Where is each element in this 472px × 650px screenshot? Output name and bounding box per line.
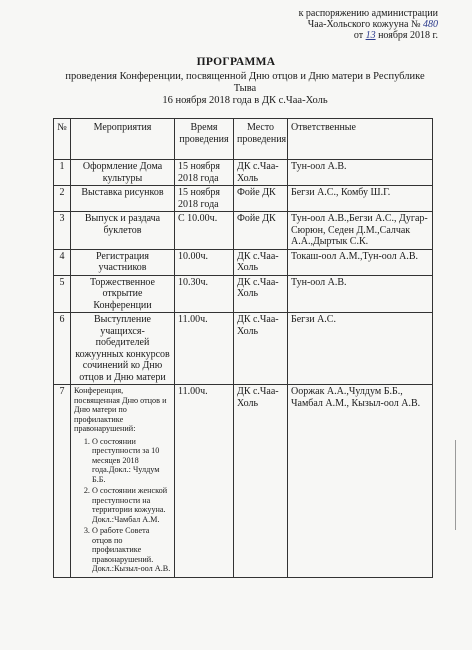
conference-intro: Конференция, посвященная Дню отцов и Дню матери по профилактике правонарушений: bbox=[74, 386, 167, 433]
row-event: Регистрация участников bbox=[71, 249, 175, 275]
row-event: Оформление Дома культуры bbox=[71, 160, 175, 186]
row-responsible: Бегзи А.С., Комбу Ш.Г. bbox=[288, 186, 433, 212]
row-num: 7 bbox=[54, 385, 71, 578]
row-responsible: Бегзи А.С. bbox=[288, 313, 433, 385]
row-event: Выпуск и раздача буклетов bbox=[71, 212, 175, 250]
table-row bbox=[54, 313, 433, 385]
row-place: ДК с.Чаа-Холь bbox=[234, 275, 288, 313]
row-time: С 10.00ч. bbox=[175, 212, 234, 250]
header-time: Время проведения bbox=[175, 119, 234, 160]
approval-order-number: 480 bbox=[423, 19, 438, 30]
table-row bbox=[54, 385, 433, 578]
subtitle-line-3: 16 ноября 2018 года в ДК с.Чаа-Холь bbox=[162, 95, 328, 106]
row-place: ДК с.Чаа-Холь bbox=[234, 249, 288, 275]
row-time: 10.00ч. bbox=[175, 249, 234, 275]
row-time: 15 ноября 2018 года bbox=[175, 160, 234, 186]
row-place: ДК с.Чаа-Холь bbox=[234, 385, 288, 578]
approval-date-from: от bbox=[353, 30, 364, 41]
header-responsible: Ответственные bbox=[288, 119, 433, 160]
row-responsible: Ооржак А.А.,Чулдум Б.Б., Чамбал А.М., Кызыл-оол А.В. bbox=[288, 385, 433, 578]
approval-date-day: 13 bbox=[365, 30, 376, 41]
table-row bbox=[54, 275, 433, 313]
table-header-row bbox=[54, 119, 433, 160]
approval-line-1: к распоряжению администрации bbox=[298, 8, 438, 19]
row-event: Выставка рисунков bbox=[71, 186, 175, 212]
document-subtitle bbox=[40, 71, 450, 107]
row-place: Фойе ДК bbox=[234, 186, 288, 212]
table-row bbox=[54, 186, 433, 212]
row-num: 2 bbox=[54, 186, 71, 212]
header-event: Мероприятия bbox=[71, 119, 175, 160]
row-event-conference bbox=[71, 385, 175, 578]
approval-order-label: Чаа-Хольского кожууна № bbox=[307, 19, 421, 30]
program-table bbox=[53, 118, 433, 578]
subtitle-line-1: проведения Конференции, посвященной Дню отцов и Дню матери в Республике bbox=[65, 71, 425, 82]
row-responsible: Тун-оол А.В. bbox=[288, 160, 433, 186]
row-time: 11.00ч. bbox=[175, 313, 234, 385]
header-place: Место проведения bbox=[234, 119, 288, 160]
row-place: Фойе ДК bbox=[234, 212, 288, 250]
row-place: ДК с.Чаа-Холь bbox=[234, 313, 288, 385]
row-num: 3 bbox=[54, 212, 71, 250]
row-time: 15 ноября 2018 года bbox=[175, 186, 234, 212]
document-title: ПРОГРАММА bbox=[196, 56, 276, 68]
row-event: Торжественное открытие Конференции bbox=[71, 275, 175, 313]
approval-line-2 bbox=[299, 19, 438, 30]
header-num: № bbox=[54, 119, 71, 160]
row-num: 6 bbox=[54, 313, 71, 385]
approval-header bbox=[299, 8, 438, 41]
conference-reports-list bbox=[74, 437, 171, 574]
table-row bbox=[54, 212, 433, 250]
row-responsible: Тун-оол А.В. bbox=[288, 275, 433, 313]
scan-edge-mark bbox=[455, 440, 456, 530]
row-num: 1 bbox=[54, 160, 71, 186]
row-num: 5 bbox=[54, 275, 71, 313]
list-item: 2. О состоянии женской преступности на территории кожууна. Докл.:Чамбал А.М. bbox=[92, 486, 171, 524]
row-place: ДК с.Чаа-Холь bbox=[234, 160, 288, 186]
table-row bbox=[54, 249, 433, 275]
table-row bbox=[54, 160, 433, 186]
row-num: 4 bbox=[54, 249, 71, 275]
row-responsible: Токаш-оол А.М.,Тун-оол А.В. bbox=[288, 249, 433, 275]
subtitle-line-2: Тыва bbox=[233, 83, 257, 94]
list-item: 1. О состоянии преступности за 10 месяцев 2018 года.Докл.: Чулдум Б.Б. bbox=[92, 437, 171, 485]
row-event: Выступление учащихся-победителей кожуунных конкурсов сочинений ко Дню отцов и Дню матери bbox=[71, 313, 175, 385]
row-responsible: Тун-оол А.В.,Бегзи А.С., Дугар-Сюрюн, Седен Д.М.,Салчак А.А.,Дыртык С.К. bbox=[288, 212, 433, 250]
list-item: 3. О работе Совета отцов по профилактике правонарушений. Докл.:Кызыл-оол А.В. bbox=[92, 526, 171, 574]
row-time: 11.00ч. bbox=[175, 385, 234, 578]
approval-line-3 bbox=[299, 30, 438, 41]
row-time: 10.30ч. bbox=[175, 275, 234, 313]
approval-date-rest: ноября 2018 г. bbox=[378, 30, 438, 41]
